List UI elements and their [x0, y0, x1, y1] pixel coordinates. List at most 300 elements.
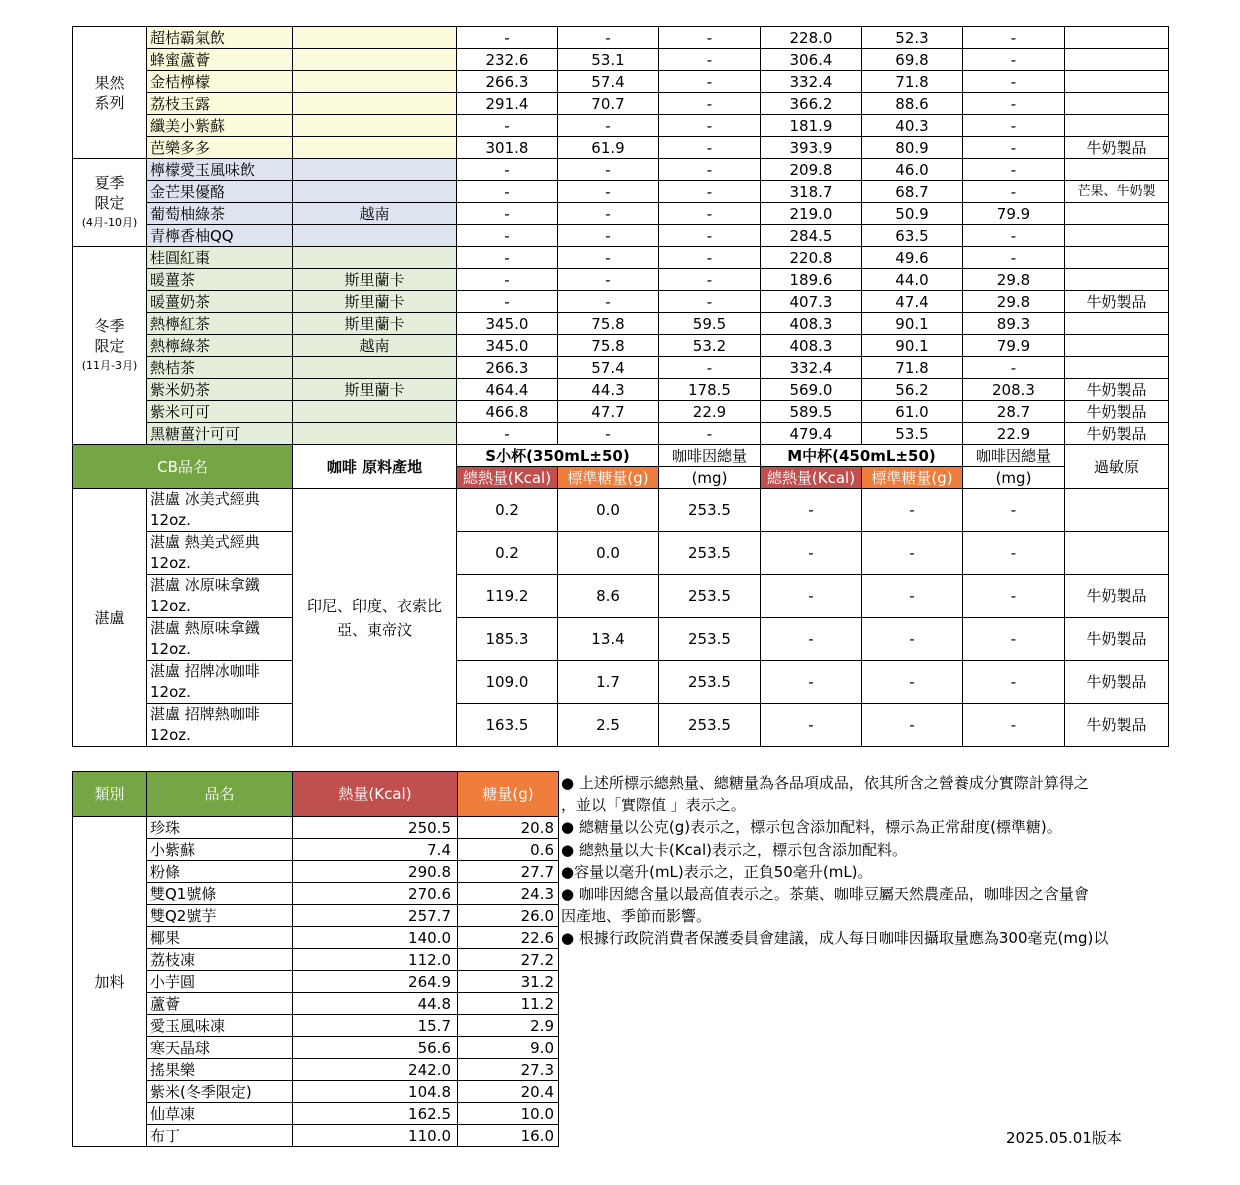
m-caf-cell: - — [963, 115, 1065, 137]
m-caf-cell: - — [963, 247, 1065, 269]
s-caf-cell: 53.2 — [659, 335, 761, 357]
table-row — [73, 225, 1169, 247]
m-sugar-cell: 69.8 — [862, 49, 963, 71]
s-caf-cell: 59.5 — [659, 313, 761, 335]
kcal-cell: 44.8 — [293, 993, 458, 1015]
topping-name: 仙草凍 — [147, 1103, 293, 1125]
m-sugar-cell: 71.8 — [862, 71, 963, 93]
s-caf-cell: - — [659, 269, 761, 291]
s-sugar-cell: - — [558, 247, 659, 269]
s-kcal-cell: 185.3 — [457, 618, 558, 661]
s-caf-cell: 253.5 — [659, 575, 761, 618]
s-caf-cell: - — [659, 291, 761, 313]
note-line: ● 根據行政院消費者保護委員會建議，成人每日咖啡因攝取量應為300毫克(mg)以 — [561, 929, 1109, 948]
s-caf-cell: - — [659, 423, 761, 445]
m-caf-cell: - — [963, 532, 1065, 575]
cb-name-header: CB品名 — [73, 445, 293, 489]
drink-name: 蜂蜜蘆薈 — [147, 49, 293, 71]
s-caf-cell: - — [659, 137, 761, 159]
category-cell — [73, 247, 147, 445]
s-kcal-cell: 0.2 — [457, 532, 558, 575]
s-sugar-cell: 70.7 — [558, 93, 659, 115]
s-sugar-cell: - — [558, 291, 659, 313]
m-sugar-cell: - — [862, 532, 963, 575]
m-caf-cell: 28.7 — [963, 401, 1065, 423]
s-sugar-cell: - — [558, 203, 659, 225]
kcal-header: 熱量(Kcal) — [293, 772, 458, 817]
notes-section — [561, 772, 1171, 950]
caffeine-header: 咖啡因總量 — [963, 445, 1065, 467]
allergen-cell: 牛奶製品 — [1065, 618, 1169, 661]
m-kcal-cell: 366.2 — [761, 93, 862, 115]
s-caf-cell: - — [659, 27, 761, 49]
table-row — [73, 817, 559, 839]
note-line: ● 咖啡因總含量以最高值表示之。茶葉、咖啡豆屬天然農產品，咖啡因之含量會 — [561, 885, 1089, 904]
origin-cell — [293, 401, 457, 423]
allergen-cell: 牛奶製品 — [1065, 401, 1169, 423]
sugar-cell: 10.0 — [458, 1103, 559, 1125]
m-sugar-cell: - — [862, 575, 963, 618]
m-sugar-cell: - — [862, 704, 963, 747]
m-kcal-cell: 209.8 — [761, 159, 862, 181]
allergen-cell: 牛奶製品 — [1065, 423, 1169, 445]
m-kcal-cell: 189.6 — [761, 269, 862, 291]
s-kcal-cell: 0.2 — [457, 489, 558, 532]
category-cell — [73, 27, 147, 159]
table-row — [73, 203, 1169, 225]
sugar-cell: 11.2 — [458, 993, 559, 1015]
name-header: 品名 — [147, 772, 293, 817]
drink-name: 檸檬愛玉風味飲 — [147, 159, 293, 181]
m-sugar-cell: 53.5 — [862, 423, 963, 445]
topping-name: 雙Q1號條 — [147, 883, 293, 905]
m-kcal-cell: 306.4 — [761, 49, 862, 71]
kcal-cell: 104.8 — [293, 1081, 458, 1103]
kcal-cell: 56.6 — [293, 1037, 458, 1059]
s-caf-cell: 178.5 — [659, 379, 761, 401]
coffee-origin: 印尼、印度、衣索比亞、東帝汶 — [293, 489, 457, 747]
s-sugar-cell: 2.5 — [558, 704, 659, 747]
topping-name: 椰果 — [147, 927, 293, 949]
origin-cell — [293, 93, 457, 115]
s-caf-cell: 253.5 — [659, 704, 761, 747]
category-label: 冬季 — [94, 316, 125, 335]
m-caf-cell: - — [963, 704, 1065, 747]
sugar-cell: 27.2 — [458, 949, 559, 971]
topping-name: 小紫蘇 — [147, 839, 293, 861]
drink-name: 暖薑奶茶 — [147, 291, 293, 313]
allergen-cell — [1065, 489, 1169, 532]
allergen-cell: 牛奶製品 — [1065, 575, 1169, 618]
drink-name: 金芒果優酪 — [147, 181, 293, 203]
s-caf-cell: - — [659, 357, 761, 379]
allergen-cell: 芒果、牛奶製 — [1065, 181, 1169, 203]
topping-name: 搖果樂 — [147, 1059, 293, 1081]
origin-header: 咖啡 原料產地 — [293, 445, 457, 489]
kcal-header: 總熱量(Kcal) — [457, 467, 558, 489]
m-kcal-cell: 408.3 — [761, 335, 862, 357]
topping-name: 荔枝凍 — [147, 949, 293, 971]
kcal-cell: 112.0 — [293, 949, 458, 971]
s-kcal-cell: - — [457, 159, 558, 181]
m-sugar-cell: 61.0 — [862, 401, 963, 423]
s-kcal-cell: 266.3 — [457, 71, 558, 93]
s-kcal-cell: - — [457, 203, 558, 225]
coffee-name: 湛盧 招牌冰咖啡12oz. — [147, 661, 293, 704]
s-kcal-cell: - — [457, 247, 558, 269]
m-sugar-cell: 68.7 — [862, 181, 963, 203]
m-kcal-cell: 219.0 — [761, 203, 862, 225]
drink-name: 黑糖薑汁可可 — [147, 423, 293, 445]
s-kcal-cell: - — [457, 225, 558, 247]
s-kcal-cell: - — [457, 27, 558, 49]
s-sugar-cell: 57.4 — [558, 357, 659, 379]
note-line: ● 總熱量以大卡(Kcal)表示之，標示包含添加配料。 — [561, 840, 908, 859]
drink-name: 青檸香柚QQ — [147, 225, 293, 247]
origin-cell — [293, 357, 457, 379]
m-kcal-cell: 284.5 — [761, 225, 862, 247]
s-kcal-cell: - — [457, 181, 558, 203]
s-kcal-cell: 291.4 — [457, 93, 558, 115]
origin-cell — [293, 423, 457, 445]
header-row — [73, 772, 559, 817]
sugar-cell: 26.0 — [458, 905, 559, 927]
table-row — [73, 181, 1169, 203]
m-sugar-cell: 49.6 — [862, 247, 963, 269]
s-sugar-cell: 0.0 — [558, 489, 659, 532]
s-kcal-cell: 345.0 — [457, 313, 558, 335]
drink-name: 荔枝玉露 — [147, 93, 293, 115]
m-caf-cell: - — [963, 93, 1065, 115]
category-label: 果然 — [94, 73, 125, 92]
origin-cell: 越南 — [293, 335, 457, 357]
table-row — [73, 532, 1169, 575]
m-kcal-cell: 181.9 — [761, 115, 862, 137]
category-period: (11月-3月) — [81, 358, 138, 372]
s-kcal-cell: 266.3 — [457, 357, 558, 379]
origin-cell — [293, 115, 457, 137]
table-row — [73, 313, 1169, 335]
table-row — [73, 291, 1169, 313]
sugar-cell: 27.3 — [458, 1059, 559, 1081]
m-sugar-cell: - — [862, 661, 963, 704]
table-row — [73, 269, 1169, 291]
note-line: ，並以「實際值 」表示之。 — [561, 796, 746, 815]
kcal-cell: 110.0 — [293, 1125, 458, 1147]
allergen-cell: 牛奶製品 — [1065, 137, 1169, 159]
allergen-cell — [1065, 313, 1169, 335]
m-caf-cell: - — [963, 357, 1065, 379]
drink-name: 纖美小紫蘇 — [147, 115, 293, 137]
note-line: ● 上述所標示總熱量、總糖量為各品項成品，依其所含之營養成分實際計算得之 — [561, 774, 1089, 792]
m-caf-cell: - — [963, 137, 1065, 159]
m-kcal-cell: - — [761, 618, 862, 661]
sugar-cell: 27.7 — [458, 861, 559, 883]
origin-cell — [293, 137, 457, 159]
m-caf-cell: 29.8 — [963, 291, 1065, 313]
allergen-header: 過敏原 — [1065, 445, 1169, 489]
m-caf-cell: 89.3 — [963, 313, 1065, 335]
table-row — [73, 489, 1169, 532]
s-sugar-cell: - — [558, 181, 659, 203]
s-kcal-cell: 109.0 — [457, 661, 558, 704]
s-sugar-cell: - — [558, 159, 659, 181]
drink-name: 熱檸綠茶 — [147, 335, 293, 357]
s-caf-cell: - — [659, 181, 761, 203]
table-row — [73, 335, 1169, 357]
m-caf-cell: - — [963, 575, 1065, 618]
m-sugar-cell: - — [862, 489, 963, 532]
origin-cell: 斯里蘭卡 — [293, 269, 457, 291]
m-caf-cell: - — [963, 661, 1065, 704]
origin-cell: 斯里蘭卡 — [293, 313, 457, 335]
sugar-cell: 2.9 — [458, 1015, 559, 1037]
m-caf-cell: 22.9 — [963, 423, 1065, 445]
m-kcal-cell: 393.9 — [761, 137, 862, 159]
note-line: ● 總糖量以公克(g)表示之，標示包含添加配料，標示為正常甜度(標準糖)。 — [561, 818, 1062, 837]
m-sugar-cell: 46.0 — [862, 159, 963, 181]
s-kcal-cell: 163.5 — [457, 704, 558, 747]
topping-name: 雙Q2號芋 — [147, 905, 293, 927]
allergen-cell — [1065, 247, 1169, 269]
drink-name: 暖薑茶 — [147, 269, 293, 291]
table-row — [73, 575, 1169, 618]
m-kcal-cell: - — [761, 704, 862, 747]
kcal-cell: 290.8 — [293, 861, 458, 883]
s-sugar-cell: 13.4 — [558, 618, 659, 661]
caffeine-unit: (mg) — [963, 467, 1065, 489]
table-row — [73, 49, 1169, 71]
kcal-cell: 162.5 — [293, 1103, 458, 1125]
table-row — [73, 401, 1169, 423]
s-sugar-cell: 47.7 — [558, 401, 659, 423]
m-sugar-cell: 80.9 — [862, 137, 963, 159]
category-label: 限定 — [94, 193, 125, 212]
topping-name: 紫米(冬季限定) — [147, 1081, 293, 1103]
s-caf-cell: - — [659, 203, 761, 225]
s-kcal-cell: 466.8 — [457, 401, 558, 423]
m-kcal-cell: - — [761, 661, 862, 704]
origin-cell: 斯里蘭卡 — [293, 379, 457, 401]
m-kcal-cell: 589.5 — [761, 401, 862, 423]
s-caf-cell: - — [659, 93, 761, 115]
kcal-cell: 7.4 — [293, 839, 458, 861]
topping-name: 小芋圓 — [147, 971, 293, 993]
m-cup-header: M中杯(450mL±50) — [761, 445, 963, 467]
s-caf-cell: - — [659, 49, 761, 71]
m-caf-cell: - — [963, 181, 1065, 203]
m-caf-cell: - — [963, 618, 1065, 661]
topping-name: 寒天晶球 — [147, 1037, 293, 1059]
s-sugar-cell: - — [558, 269, 659, 291]
origin-cell — [293, 49, 457, 71]
m-kcal-cell: - — [761, 489, 862, 532]
allergen-cell: 牛奶製品 — [1065, 704, 1169, 747]
origin-cell — [293, 27, 457, 49]
s-caf-cell: - — [659, 115, 761, 137]
category-cell: 湛盧 — [73, 489, 147, 747]
category-period: (4月-10月) — [81, 215, 138, 229]
topping-name: 粉條 — [147, 861, 293, 883]
m-caf-cell: - — [963, 159, 1065, 181]
drink-name: 芭樂多多 — [147, 137, 293, 159]
s-sugar-cell: - — [558, 115, 659, 137]
m-sugar-cell: 90.1 — [862, 335, 963, 357]
drink-name: 熱檸紅茶 — [147, 313, 293, 335]
s-cup-header: S小杯(350mL±50) — [457, 445, 659, 467]
s-sugar-cell: 8.6 — [558, 575, 659, 618]
s-kcal-cell: - — [457, 291, 558, 313]
s-sugar-cell: 44.3 — [558, 379, 659, 401]
table-row — [73, 661, 1169, 704]
m-sugar-cell: 56.2 — [862, 379, 963, 401]
kcal-cell: 250.5 — [293, 817, 458, 839]
sugar-cell: 16.0 — [458, 1125, 559, 1147]
table-row — [73, 137, 1169, 159]
coffee-name: 湛盧 招牌熱咖啡12oz. — [147, 704, 293, 747]
kcal-cell: 264.9 — [293, 971, 458, 993]
toppings-table — [72, 771, 559, 1147]
table-row — [73, 704, 1169, 747]
m-kcal-cell: 479.4 — [761, 423, 862, 445]
allergen-cell — [1065, 225, 1169, 247]
s-caf-cell: - — [659, 159, 761, 181]
drink-name: 熱桔茶 — [147, 357, 293, 379]
allergen-cell: 牛奶製品 — [1065, 661, 1169, 704]
m-kcal-cell: - — [761, 532, 862, 575]
m-kcal-cell: 318.7 — [761, 181, 862, 203]
m-kcal-cell: 220.8 — [761, 247, 862, 269]
s-caf-cell: 253.5 — [659, 661, 761, 704]
origin-cell — [293, 247, 457, 269]
allergen-cell — [1065, 27, 1169, 49]
s-kcal-cell: 119.2 — [457, 575, 558, 618]
s-caf-cell: 22.9 — [659, 401, 761, 423]
s-kcal-cell: - — [457, 269, 558, 291]
s-sugar-cell: 75.8 — [558, 335, 659, 357]
drink-name: 紫米奶茶 — [147, 379, 293, 401]
m-sugar-cell: - — [862, 618, 963, 661]
m-kcal-cell: 228.0 — [761, 27, 862, 49]
origin-cell — [293, 71, 457, 93]
s-sugar-cell: 57.4 — [558, 71, 659, 93]
drink-name: 紫米可可 — [147, 401, 293, 423]
sugar-header: 糖量(g) — [458, 772, 559, 817]
coffee-name: 湛盧 熱原味拿鐵12oz. — [147, 618, 293, 661]
s-sugar-cell: 75.8 — [558, 313, 659, 335]
m-sugar-cell: 90.1 — [862, 313, 963, 335]
s-sugar-cell: - — [558, 27, 659, 49]
m-sugar-cell: 52.3 — [862, 27, 963, 49]
category-cell: 加料 — [73, 817, 147, 1147]
table-row — [73, 71, 1169, 93]
allergen-cell — [1065, 203, 1169, 225]
s-sugar-cell: 53.1 — [558, 49, 659, 71]
s-sugar-cell: 61.9 — [558, 137, 659, 159]
m-sugar-cell: 88.6 — [862, 93, 963, 115]
m-kcal-cell: 407.3 — [761, 291, 862, 313]
table-row — [73, 379, 1169, 401]
s-caf-cell: 253.5 — [659, 618, 761, 661]
m-caf-cell: - — [963, 225, 1065, 247]
category-label: 系列 — [94, 93, 125, 112]
s-kcal-cell: 464.4 — [457, 379, 558, 401]
table-row — [73, 618, 1169, 661]
note-line: ●容量以毫升(mL)表示之，正負50毫升(mL)。 — [561, 862, 873, 881]
m-kcal-cell: - — [761, 575, 862, 618]
allergen-cell — [1065, 335, 1169, 357]
allergen-cell — [1065, 357, 1169, 379]
sugar-cell: 20.4 — [458, 1081, 559, 1103]
drink-name: 超桔霸氣飲 — [147, 27, 293, 49]
sugar-cell: 24.3 — [458, 883, 559, 905]
s-caf-cell: 253.5 — [659, 532, 761, 575]
origin-cell — [293, 225, 457, 247]
m-caf-cell: - — [963, 49, 1065, 71]
category-header: 類別 — [73, 772, 147, 817]
caffeine-header: 咖啡因總量 — [659, 445, 761, 467]
table-row — [73, 247, 1169, 269]
sugar-header: 標準糖量(g) — [558, 467, 659, 489]
table-row — [73, 27, 1169, 49]
m-sugar-cell: 63.5 — [862, 225, 963, 247]
table-row — [73, 115, 1169, 137]
table-row — [73, 93, 1169, 115]
version-label: 2025.05.01版本 — [1006, 1129, 1122, 1147]
s-kcal-cell: 301.8 — [457, 137, 558, 159]
allergen-cell — [1065, 49, 1169, 71]
kcal-cell: 140.0 — [293, 927, 458, 949]
allergen-cell: 牛奶製品 — [1065, 379, 1169, 401]
m-caf-cell: 29.8 — [963, 269, 1065, 291]
allergen-cell — [1065, 159, 1169, 181]
s-sugar-cell: 0.0 — [558, 532, 659, 575]
allergen-cell — [1065, 532, 1169, 575]
m-kcal-cell: 569.0 — [761, 379, 862, 401]
kcal-header: 總熱量(Kcal) — [761, 467, 862, 489]
m-caf-cell: - — [963, 71, 1065, 93]
sugar-cell: 9.0 — [458, 1037, 559, 1059]
m-caf-cell: - — [963, 27, 1065, 49]
s-caf-cell: - — [659, 247, 761, 269]
s-caf-cell: 253.5 — [659, 489, 761, 532]
allergen-cell — [1065, 93, 1169, 115]
topping-name: 蘆薈 — [147, 993, 293, 1015]
drink-name: 葡萄柚綠茶 — [147, 203, 293, 225]
s-kcal-cell: 232.6 — [457, 49, 558, 71]
s-caf-cell: - — [659, 225, 761, 247]
allergen-cell — [1065, 115, 1169, 137]
topping-name: 珍珠 — [147, 817, 293, 839]
coffee-name: 湛盧 熱美式經典12oz. — [147, 532, 293, 575]
sugar-cell: 22.6 — [458, 927, 559, 949]
category-label: 夏季 — [94, 173, 125, 192]
category-label: 限定 — [94, 336, 125, 355]
allergen-cell: 牛奶製品 — [1065, 291, 1169, 313]
origin-cell — [293, 181, 457, 203]
topping-name: 愛玉風味凍 — [147, 1015, 293, 1037]
sugar-cell: 20.8 — [458, 817, 559, 839]
allergen-cell — [1065, 269, 1169, 291]
table-row — [73, 159, 1169, 181]
s-sugar-cell: - — [558, 225, 659, 247]
sugar-cell: 0.6 — [458, 839, 559, 861]
note-line: 因產地、季節而影響。 — [561, 907, 712, 926]
drink-name: 金桔檸檬 — [147, 71, 293, 93]
coffee-name: 湛盧 冰原味拿鐵12oz. — [147, 575, 293, 618]
m-caf-cell: 208.3 — [963, 379, 1065, 401]
table-row — [73, 423, 1169, 445]
